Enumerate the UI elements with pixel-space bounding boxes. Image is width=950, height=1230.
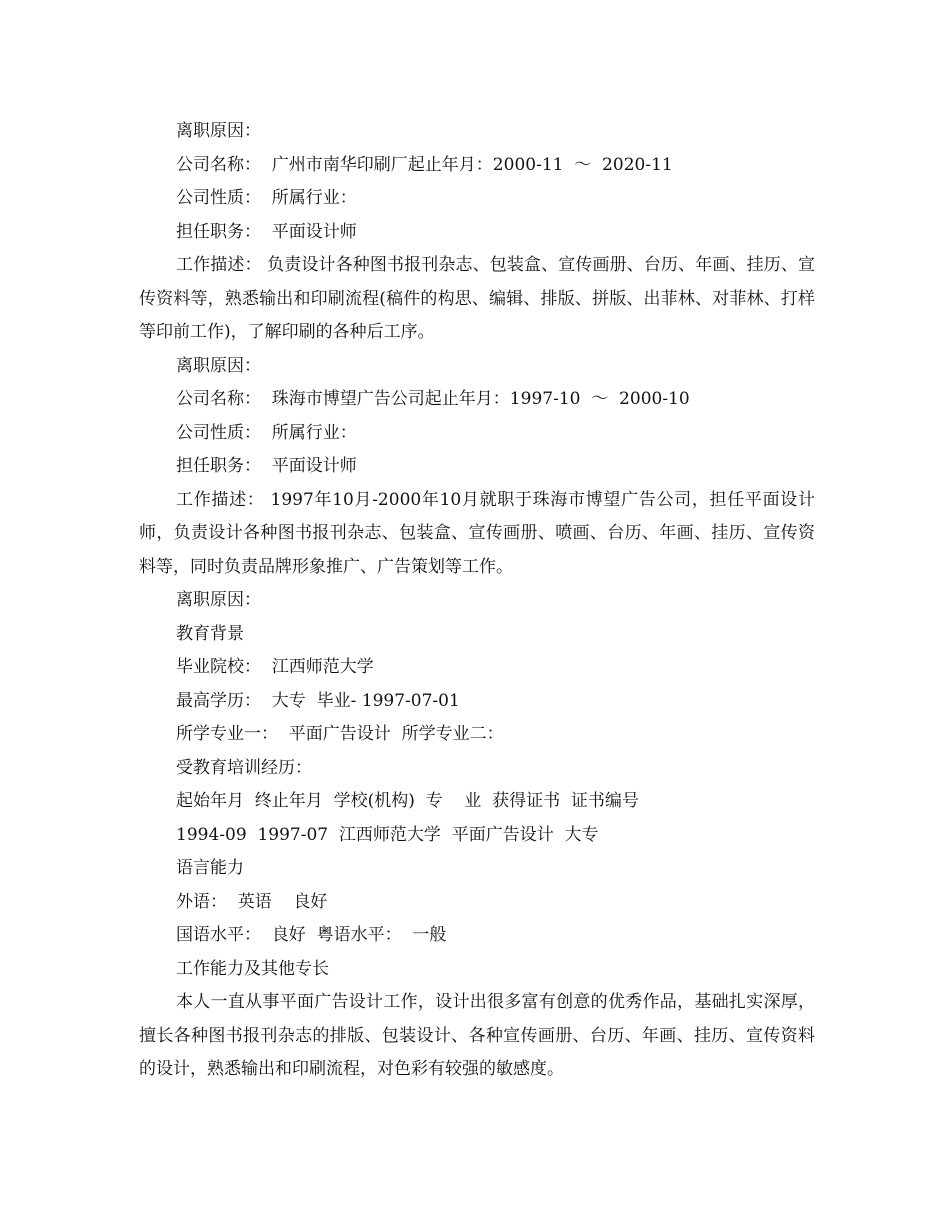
skills-description: 本人一直从事平面广告设计工作，设计出很多富有创意的优秀作品，基础扎实深厚，擅长各种图书报刊杂志的排版、包装设计、各种宣传画册、台历、年画、挂历、宣传资料的设计，熟悉输出和印刷流程，对色彩有较强的敏感度。 bbox=[139, 992, 815, 1079]
leave-reason-3: 离职原因： bbox=[176, 590, 261, 610]
company-nature-1: 公司性质： 所属行业： bbox=[176, 188, 357, 208]
highest-degree: 最高学历： 大专 毕业- 1997-07-01 bbox=[176, 690, 460, 711]
graduated-school: 毕业院校： 江西师范大学 bbox=[176, 657, 374, 677]
mandarin-cantonese-level: 国语水平： 良好 粤语水平： 一般 bbox=[176, 925, 447, 945]
position-1: 担任职务： 平面设计师 bbox=[176, 221, 357, 242]
training-heading: 受教育培训经历： bbox=[176, 757, 312, 778]
section-heading-language: 语言能力 bbox=[176, 858, 244, 878]
section-heading-skills: 工作能力及其他专长 bbox=[176, 958, 329, 979]
leave-reason-1: 离职原因： bbox=[176, 121, 261, 141]
company-name-1: 公司名称： 广州市南华印刷厂起止年月：2000-11 ～ 2020-11 bbox=[176, 154, 673, 175]
company-nature-2: 公司性质： 所属行业： bbox=[176, 422, 357, 443]
document-body bbox=[139, 115, 815, 1087]
training-table-header: 起始年月 终止年月 学校(机构) 专 业 获得证书 证书编号 bbox=[176, 791, 639, 811]
leave-reason-2: 离职原因： bbox=[176, 355, 261, 376]
training-table-row: 1994-09 1997-07 江西师范大学 平面广告设计 大专 bbox=[176, 824, 599, 845]
foreign-language: 外语： 英语 良好 bbox=[176, 891, 328, 912]
majors: 所学专业一： 平面广告设计 所学专业二： bbox=[176, 724, 504, 744]
job-description-1: 工作描述： 负责设计各种图书报刊杂志、包装盒、宣传画册、台历、年画、挂历、宣传资料等，熟悉输出和印刷流程(稿件的构思、编辑、排版、拼版、出菲林、对菲林、打样等印前工作)，了解印刷的各种后工序。 bbox=[139, 255, 815, 342]
section-heading-education: 教育背景 bbox=[176, 623, 244, 644]
job-description-2: 工作描述： 1997年10月-2000年10月就职于珠海市博望广告公司，担任平面设计师，负责设计各种图书报刊杂志、包装盒、宣传画册、喷画、台历、年画、挂历、宣传资料等，同时负责品牌形象推广、广告策划等工作。 bbox=[139, 489, 815, 577]
company-name-2: 公司名称： 珠海市博望广告公司起止年月：1997-10 ～ 2000-10 bbox=[176, 389, 690, 409]
position-2: 担任职务： 平面设计师 bbox=[176, 456, 357, 476]
